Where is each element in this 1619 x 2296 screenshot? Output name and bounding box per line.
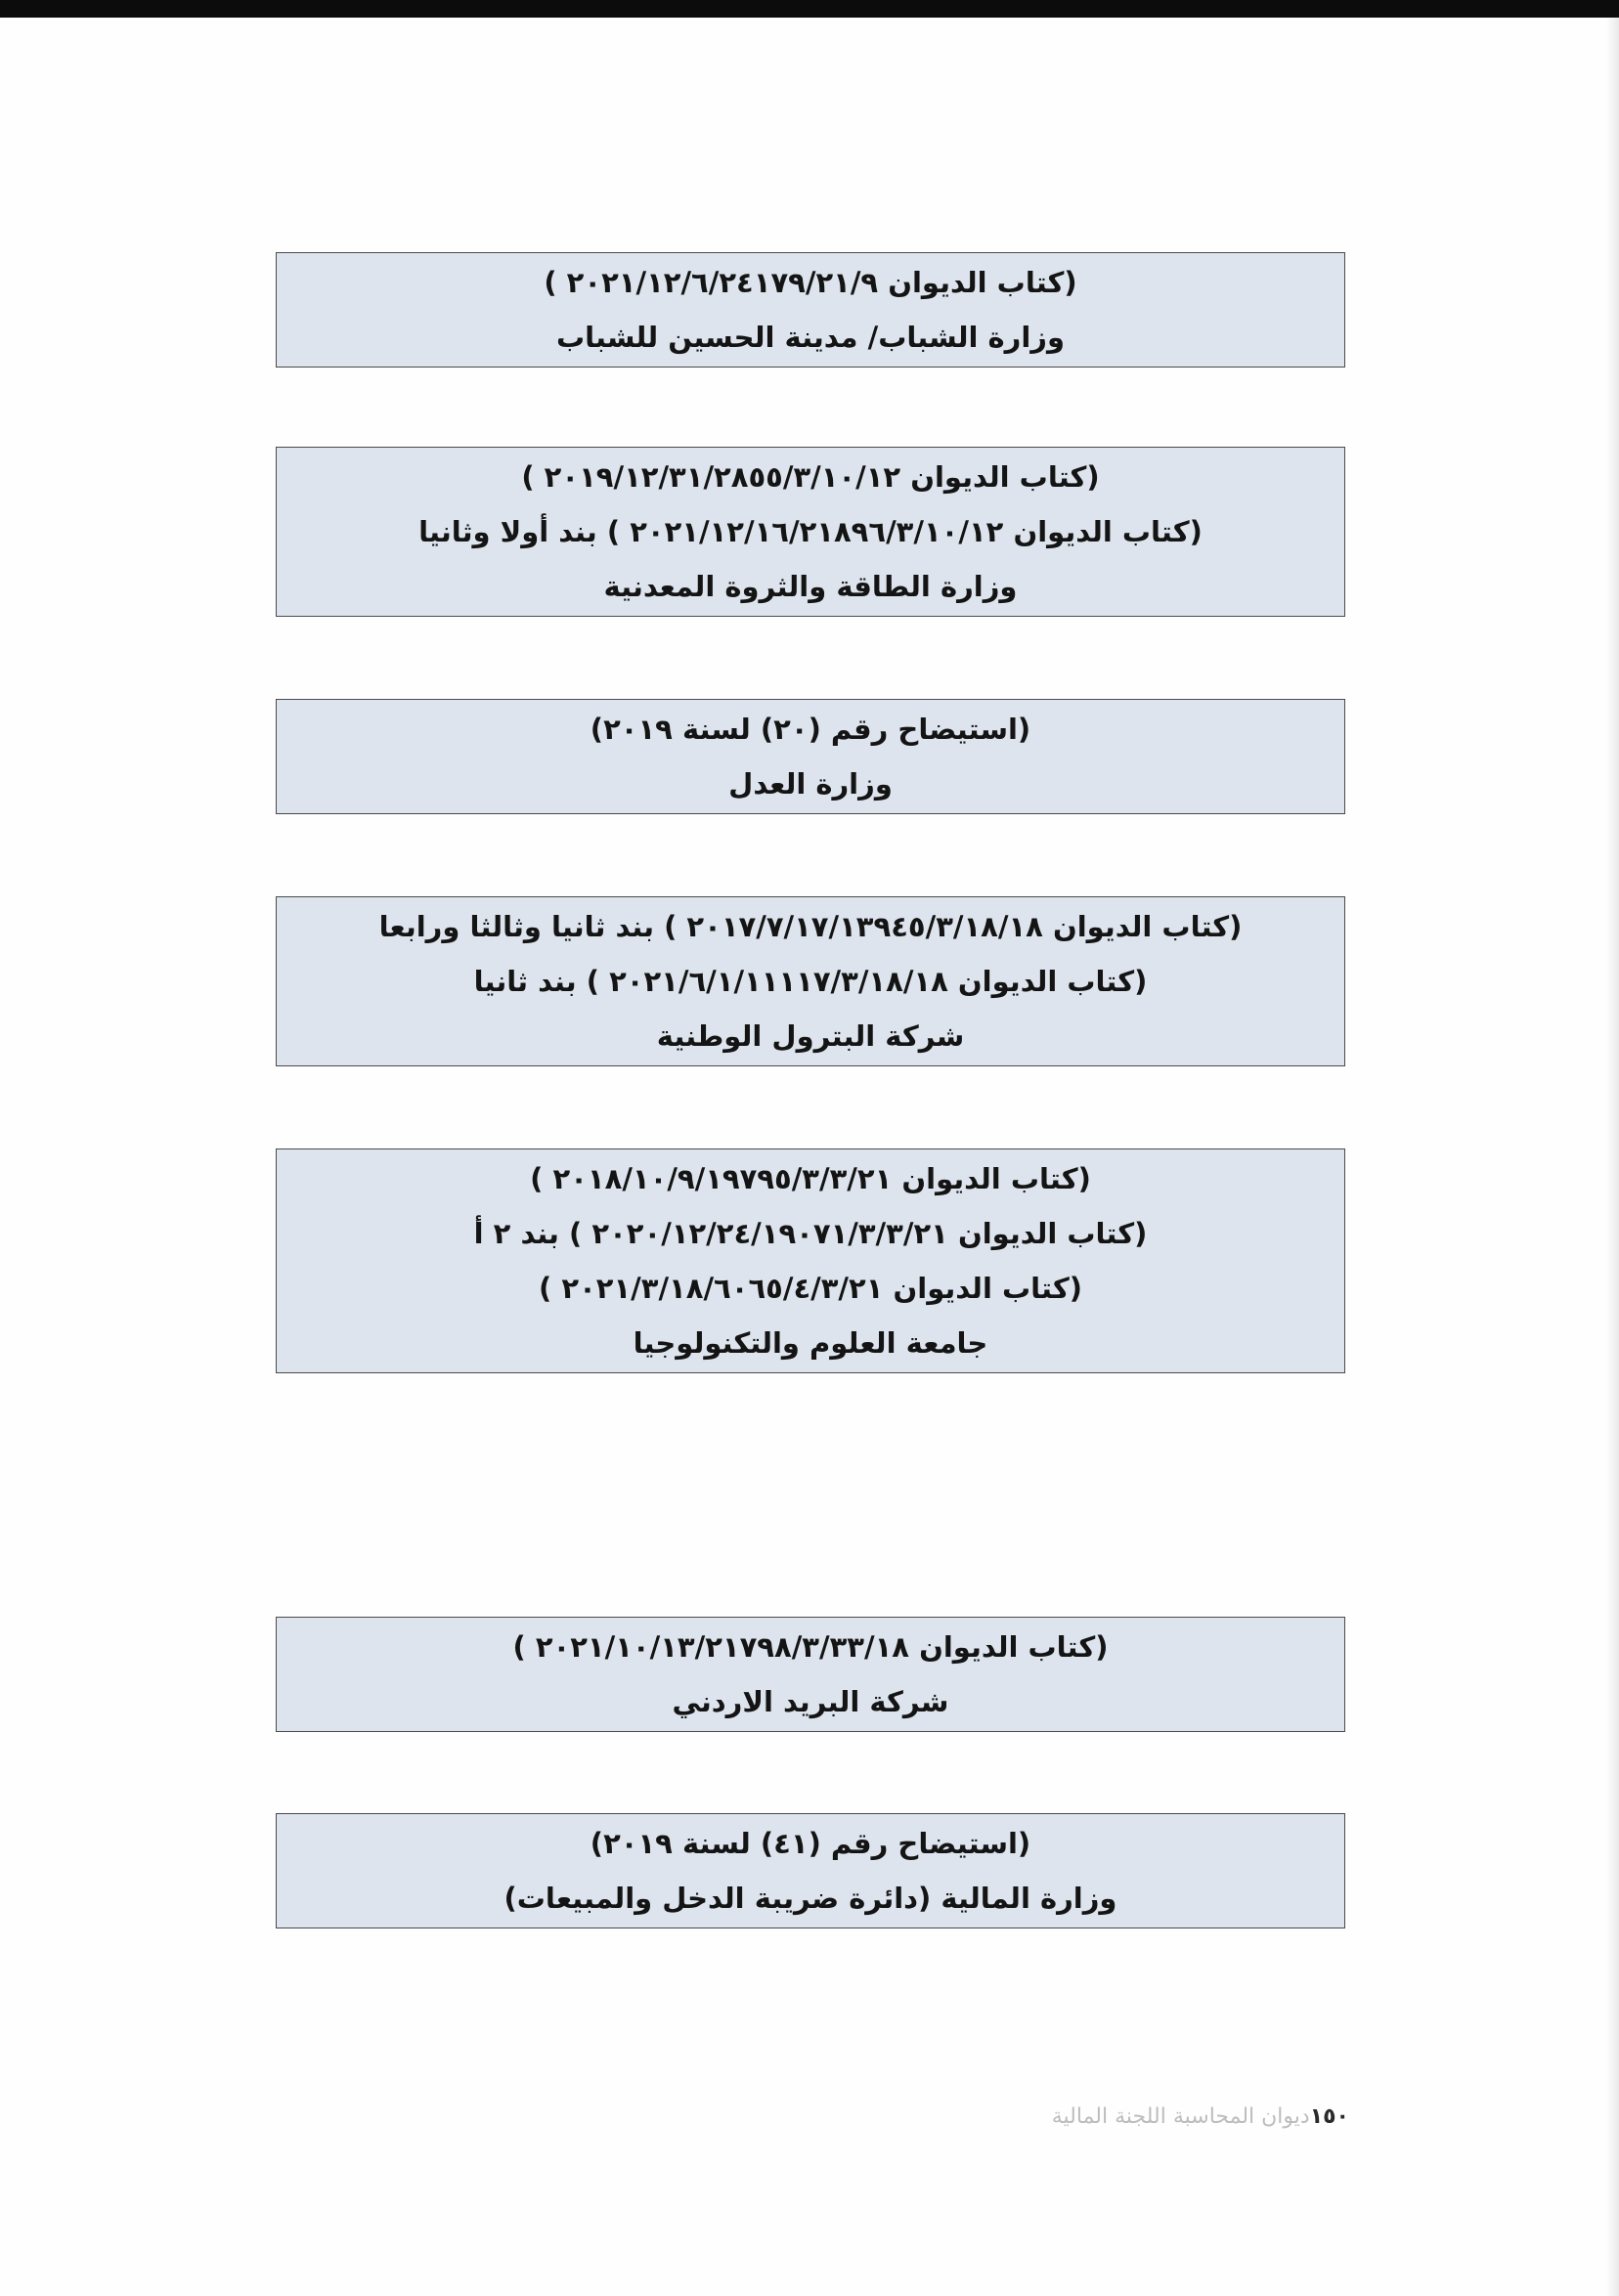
entity-name: وزارة الشباب/ مدينة الحسين للشباب (556, 321, 1065, 354)
scan-edge-right (1605, 18, 1619, 2296)
entity-name: وزارة المالية (دائرة ضريبة الدخل والمبيعات) (503, 1882, 1117, 1915)
reference-box-national-petroleum (276, 896, 1345, 1066)
reference-box-energy-ministry (276, 447, 1345, 617)
reference-line: (كتاب الديوان ٢٠٢١/١٢/٦/٢٤١٧٩/٢١/٩ ) (544, 266, 1077, 299)
reference-line: (كتاب الديوان ٢٠٢١/٣/١٨/٦٠٦٥/٤/٣/٢١ ) (539, 1272, 1082, 1305)
entity-name: شركة البريد الاردني (672, 1685, 949, 1718)
inquiry-line: (استيضاح رقم (٢٠) لسنة ٢٠١٩) (590, 713, 1031, 746)
page-number: ١٥٠ (1309, 2104, 1349, 2129)
reference-line: (كتاب الديوان ٢٠٢١/٦/١/١١١١٧/٣/١٨/١٨ ) بند ثانيا (473, 965, 1148, 998)
reference-box-finance-ministry (276, 1813, 1345, 1928)
entity-name: جامعة العلوم والتكنولوجيا (633, 1326, 988, 1360)
footer-title: ديوان المحاسبة اللجنة المالية (1051, 2104, 1310, 2129)
reference-line: (كتاب الديوان ٢٠٢٠/١٢/٢٤/١٩٠٧١/٣/٣/٢١ ) بند ٢ أ (473, 1217, 1148, 1250)
inquiry-line: (استيضاح رقم (٤١) لسنة ٢٠١٩) (590, 1827, 1031, 1860)
entity-name: وزارة العدل (728, 767, 893, 801)
reference-line: (كتاب الديوان ٢٠١٧/٧/١٧/١٣٩٤٥/٣/١٨/١٨ ) بند ثانيا وثالثا ورابعا (378, 910, 1243, 943)
entity-name: شركة البترول الوطنية (656, 1019, 965, 1053)
reference-line: (كتاب الديوان ٢٠٢١/١٢/١٦/٢١٨٩٦/٣/١٠/١٢ ) بند أولا وثانيا (418, 515, 1203, 548)
reference-line: (كتاب الديوان ٢٠١٩/١٢/٣١/٢٨٥٥/٣/١٠/١٢ ) (521, 460, 1100, 494)
reference-box-science-technology-university (276, 1148, 1345, 1373)
reference-line: (كتاب الديوان ٢٠٢١/١٠/١٣/٢١٧٩٨/٣/٣٣/١٨ ) (512, 1630, 1109, 1664)
reference-box-youth-ministry (276, 252, 1345, 368)
page-footer (1052, 2100, 1349, 2135)
reference-box-justice-ministry (276, 699, 1345, 814)
reference-line: (كتاب الديوان ٢٠١٨/١٠/٩/١٩٧٩٥/٣/٣/٢١ ) (530, 1162, 1091, 1195)
scan-edge-top (0, 0, 1619, 18)
entity-name: وزارة الطاقة والثروة المعدنية (603, 570, 1018, 603)
reference-box-jordan-post (276, 1617, 1345, 1732)
